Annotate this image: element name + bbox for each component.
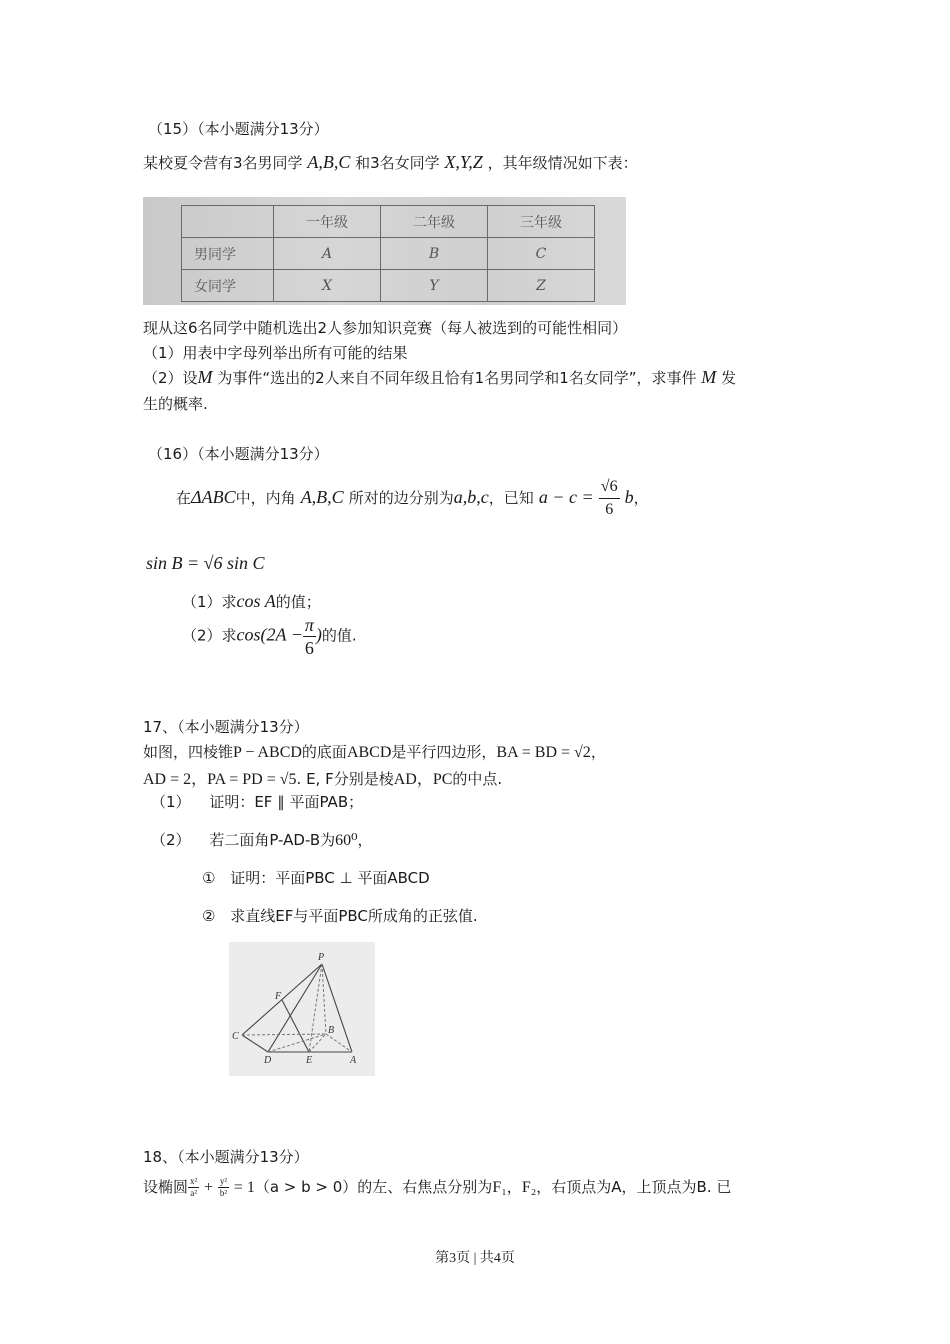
label-D: D: [264, 1055, 272, 1066]
q15-part2-cont: 生的概率.: [143, 395, 208, 413]
q18-line-mid: 的左、右焦点分别为: [357, 1178, 493, 1196]
q18-header: 18、（本小题满分13分）: [143, 1148, 309, 1166]
page-footer: 第3页 | 共4页: [435, 1251, 515, 1266]
q17-part2-post: ，: [357, 831, 373, 849]
edge-PC: [242, 964, 322, 1035]
q16-triangle: ΔABC: [191, 487, 236, 507]
q17-sub2-text: 求直线EF与平面PBC所成角的正弦值.: [230, 907, 478, 925]
pyramid-figure: [229, 942, 375, 1076]
label-P: P: [318, 952, 325, 963]
q17-line1-mid: 的底面: [301, 743, 347, 761]
q15-part1: （1）用表中字母列举出所有可能的结果: [143, 344, 408, 362]
q16-part2-fraction: [303, 614, 316, 659]
q17-eq1: BA = BD = √2: [496, 744, 591, 761]
q17-line1-post: ，: [590, 743, 606, 761]
edge-PD: [268, 964, 322, 1052]
edge-CB: [242, 1034, 326, 1035]
q15-part2-post: 发: [721, 369, 737, 387]
q16-t3: 所对的边分别为: [348, 489, 454, 507]
q17-line1: [143, 741, 606, 762]
q17-sub1-text: 证明：平面PBC ⊥ 平面ABCD: [230, 869, 430, 887]
pyramid-diagram: [229, 942, 375, 1076]
q15-header: （15）（本小题满分13分）: [148, 120, 329, 138]
q18-y2: y²: [219, 1176, 228, 1186]
label-A: A: [350, 1055, 357, 1066]
table-header-row: [182, 206, 595, 238]
q16-part2-expr-b: ): [315, 624, 322, 645]
q16-part2-num: π: [304, 615, 314, 635]
q17-header: 17、（本小题满分13分）: [143, 718, 309, 736]
q17-eq2: AD = 2，PA = PD = √5: [143, 771, 297, 788]
table-cell: C: [488, 238, 595, 270]
q15-part2: [143, 367, 736, 388]
q17-sub2-num: ②: [202, 907, 216, 925]
q16-t1: 在: [176, 489, 192, 507]
q16-angles: A,B,C: [300, 487, 344, 507]
q17-sub1: [202, 867, 430, 888]
q16-eq2: sin B = √6 sin C: [146, 553, 265, 573]
q17-part2: [151, 829, 373, 850]
q15-intro: [143, 152, 638, 173]
q16-part1-expr: cos A: [236, 591, 276, 611]
table-row-label: 女同学: [182, 270, 274, 302]
q15-intro-girls: X,Y,Z: [444, 152, 483, 172]
grade-table: [181, 205, 595, 302]
q18-eq-rhs: = 1: [233, 1179, 255, 1196]
q17-line1-mid2: 是平行四边形，: [391, 743, 497, 761]
table-col-header: 一年级: [274, 206, 381, 238]
q17-sub2: [202, 905, 478, 926]
q17-part1: [151, 791, 363, 812]
q16-part2: [182, 614, 357, 659]
q17-base: ABCD: [346, 744, 392, 761]
q18-b2: b²: [219, 1188, 228, 1198]
q16-part1: [182, 591, 321, 612]
table-col-header: 三年级: [488, 206, 595, 238]
table-cell: B: [381, 238, 488, 270]
q16-line: [176, 476, 649, 521]
table-row-label: 男同学: [182, 238, 274, 270]
q17-line1-pre: 如图，四棱锥: [143, 743, 234, 761]
edge-BA: [326, 1034, 352, 1052]
q17-part1-num: （1）: [151, 793, 191, 811]
q17-part2-num: （2）: [151, 831, 191, 849]
q18-f2: F₂: [521, 1179, 537, 1196]
q16-part2-expr-a: cos(2A −: [236, 624, 303, 645]
q15-intro-post: ，其年级情况如下表：: [487, 154, 638, 172]
q16-part2-pre: （2）求: [182, 626, 237, 645]
grade-table-photo: [143, 197, 626, 305]
q17-part2-pre: 若二面角P-AD-B为: [209, 831, 336, 849]
q16-rhs: b: [624, 487, 634, 507]
table-col-header: 二年级: [381, 206, 488, 238]
table-corner-cell: [182, 206, 274, 238]
q16-t4: ，已知: [488, 489, 534, 507]
q18-frac-x: [188, 1176, 199, 1199]
q18-f1: F₁: [492, 1179, 507, 1196]
q15-part2-var2: M: [701, 367, 717, 387]
q16-part1-post: 的值；: [275, 593, 321, 611]
q18-line-pre: 设椭圆: [143, 1178, 189, 1196]
q17-line2: [143, 766, 502, 789]
q15-intro-boys: A,B,C: [307, 152, 351, 172]
label-C: C: [232, 1031, 239, 1042]
q16-fraction: [599, 476, 620, 521]
label-F: F: [275, 991, 282, 1002]
q18-frac-y: [218, 1176, 229, 1199]
q15-part2-pre: （2）设: [143, 369, 198, 387]
table-row: [182, 238, 595, 270]
table-cell: A: [274, 238, 381, 270]
q16-frac-den: 6: [605, 501, 614, 518]
q17-part1-text: 证明：EF ∥ 平面PAB；: [209, 793, 364, 811]
q17-line2-post: 的中点.: [452, 770, 503, 788]
q16-part2-den: 6: [304, 638, 314, 658]
label-B: B: [328, 1025, 335, 1036]
edge-PA: [322, 964, 352, 1052]
table-cell: Y: [381, 270, 488, 302]
q17-edges: AD，PC: [393, 771, 453, 788]
q16-part1-pre: （1）求: [182, 593, 237, 611]
q18-a2: a²: [190, 1188, 197, 1198]
table-cell: Z: [488, 270, 595, 302]
q18-cond: （a > b > 0）: [254, 1178, 358, 1196]
q17-angle: 60⁰: [335, 832, 358, 849]
q17-line2-mid: . E, F分别是棱: [296, 770, 394, 788]
label-E: E: [306, 1055, 313, 1066]
q17-pyramid: P − ABCD: [233, 744, 302, 761]
q16-t2: 中，内角: [235, 489, 296, 507]
q18-line-post: ，右顶点为A，上顶点为B. 已: [536, 1178, 732, 1196]
q15-intro-mid: 和3名女同学: [355, 154, 440, 172]
q15-intro-pre: 某校夏令营有3名男同学: [143, 154, 303, 172]
q16-sides: a,b,c: [453, 487, 489, 507]
q15-part2-var: M: [197, 367, 213, 387]
q16-t5: ，: [633, 489, 649, 507]
q15-line1: 现从这6名同学中随机选出2人参加知识竞赛（每人被选到的可能性相同）: [143, 319, 628, 337]
q16-lhs: a − c =: [538, 487, 594, 507]
q16-frac-num: √6: [599, 476, 620, 499]
table-cell: X: [274, 270, 381, 302]
table-row: [182, 270, 595, 302]
q16-part2-post: 的值.: [321, 626, 357, 645]
q18-line: 设椭圆 $\frac{\text{x²}}{\text{a²}}$ + $\frac{\text{y²}}{\text{b²}}$ = 1（a > b > 0）的左、右焦点分别为F₁，F₂，右顶点为A，上顶点为B. 已: [143, 1176, 732, 1198]
q17-sub1-num: ①: [202, 869, 216, 887]
q16-header: （16）（本小题满分13分）: [148, 445, 329, 463]
edge-CD: [242, 1035, 268, 1052]
segment-PE: [309, 964, 322, 1052]
q18-sep: ，: [506, 1178, 522, 1196]
q15-part2-mid: 为事件“选出的2人来自不同年级且恰有1名男同学和1名女同学”，求事件: [217, 369, 697, 387]
q18-x2: x²: [190, 1176, 198, 1186]
